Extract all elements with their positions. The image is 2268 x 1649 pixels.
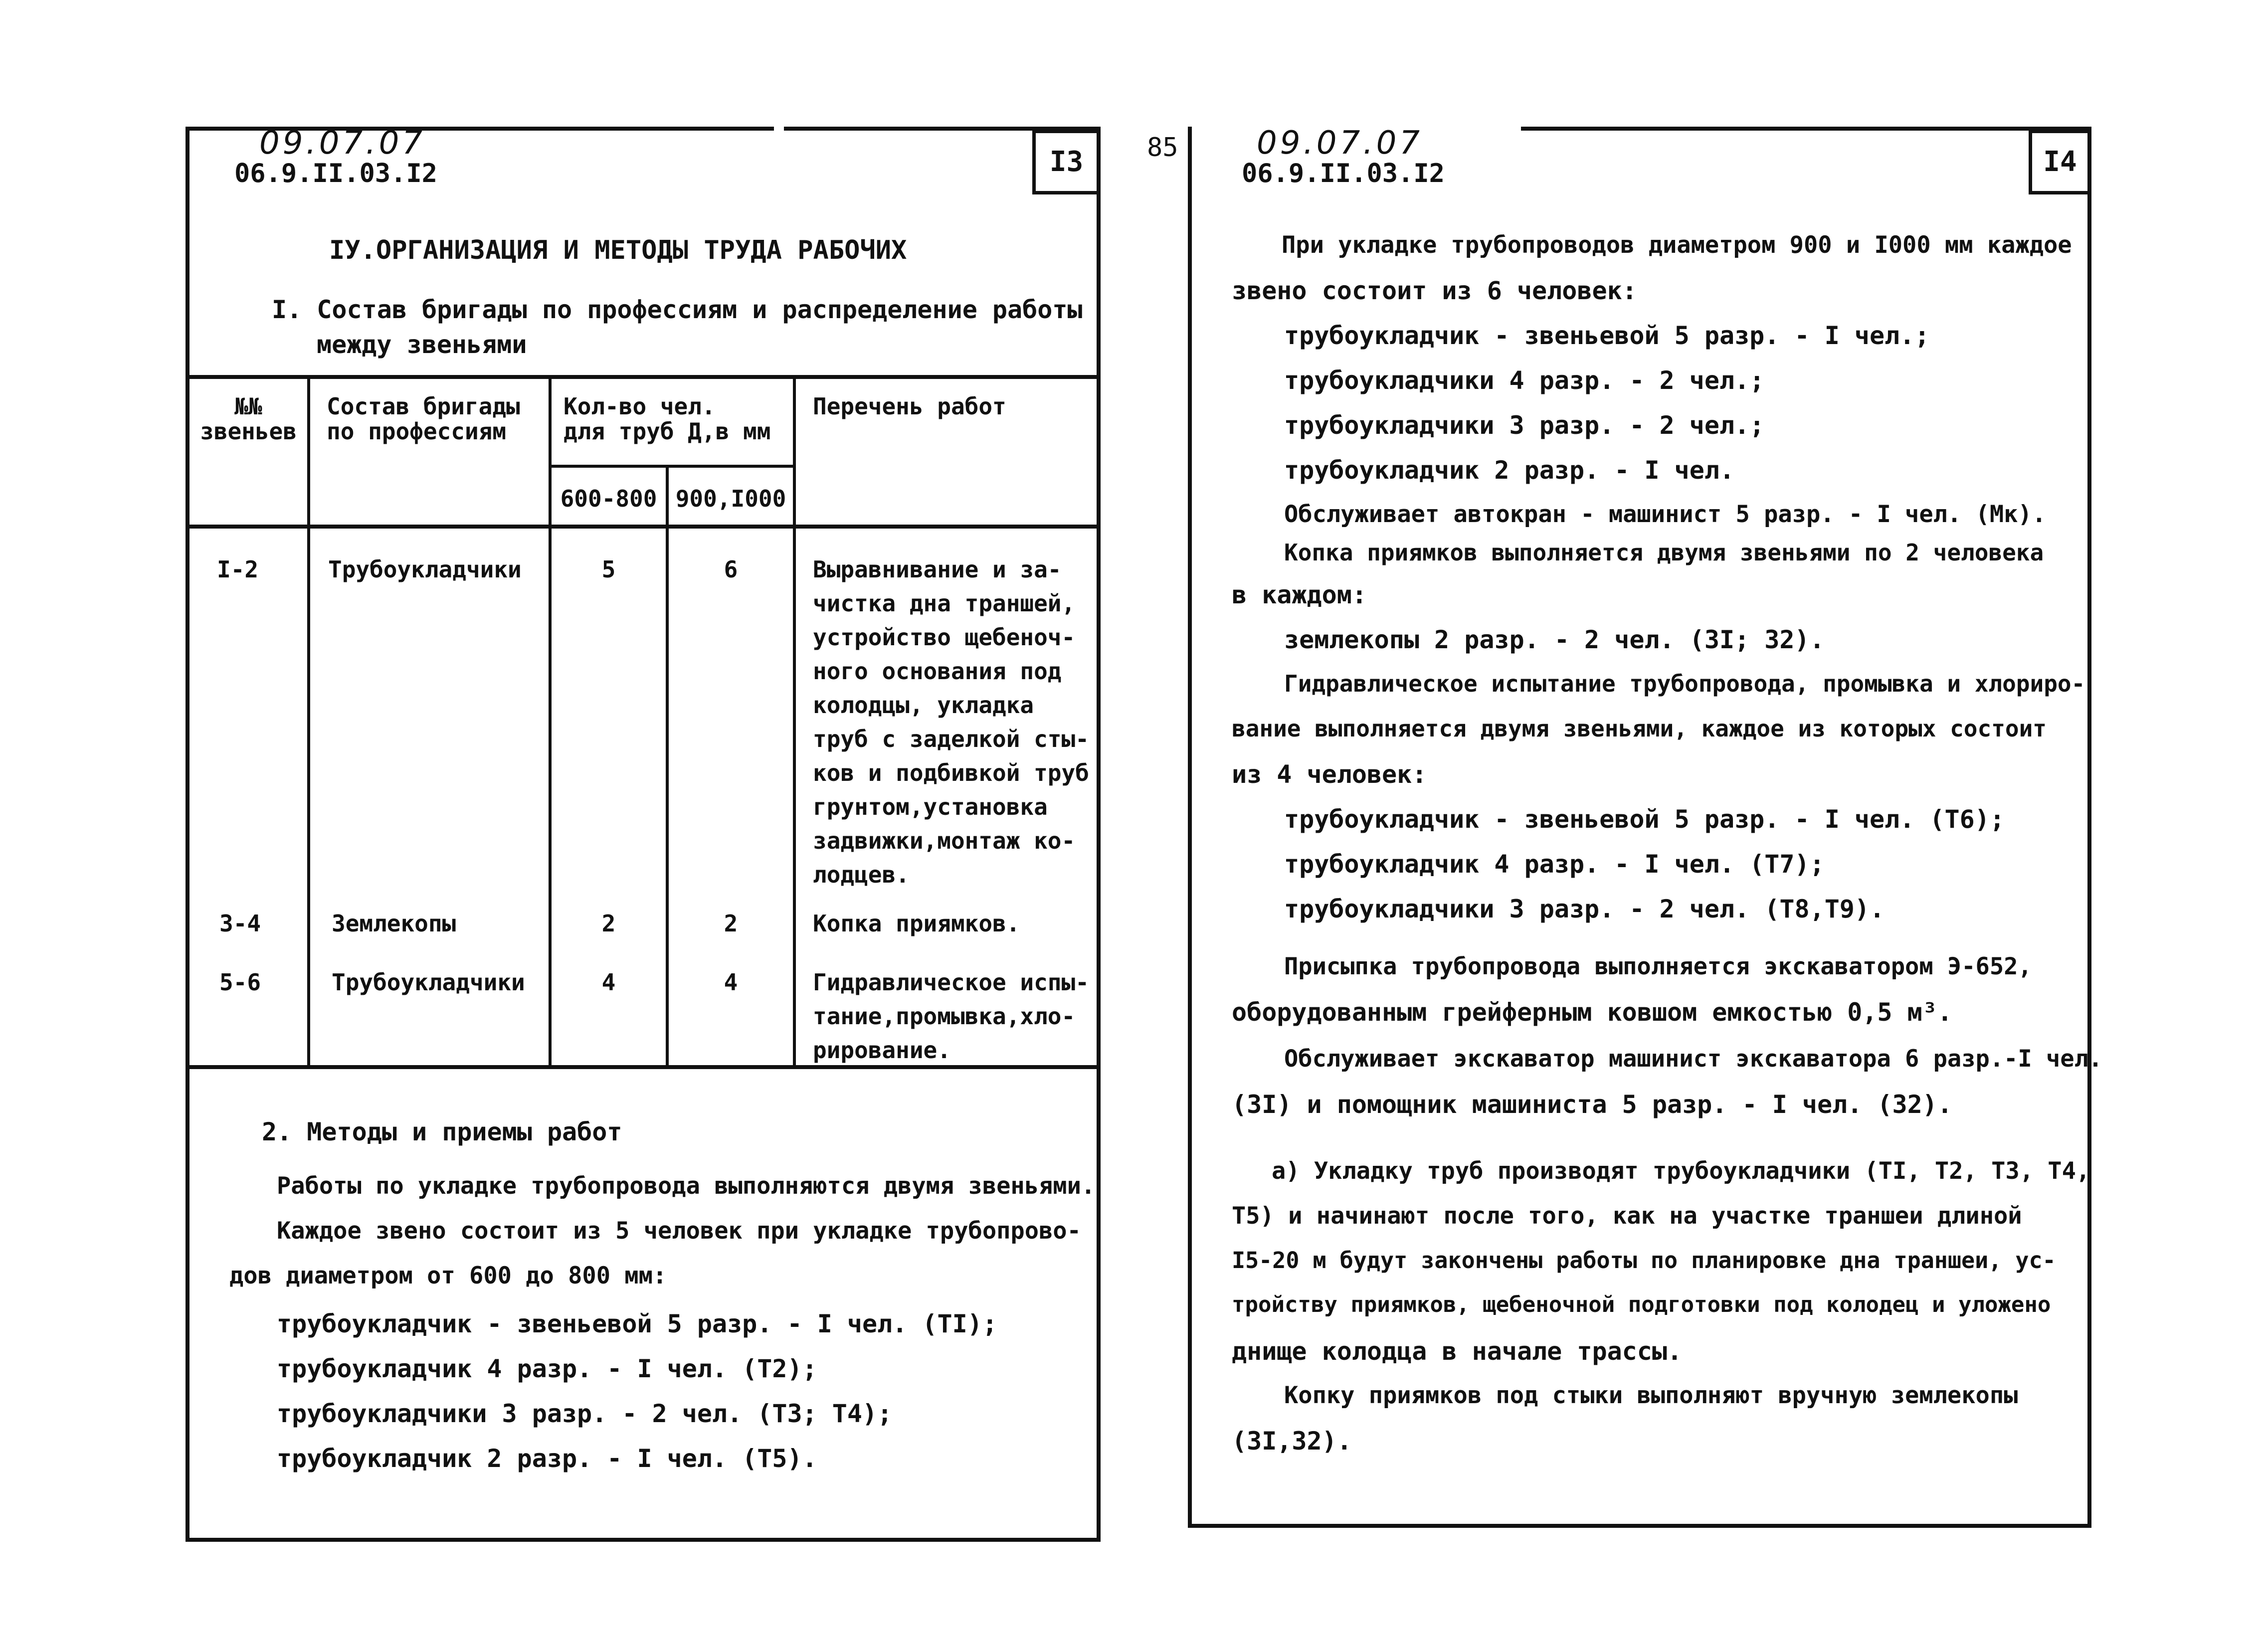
body-line: Обслуживает автокран - машинист 5 разр. - I чел. (Мк).	[1284, 501, 2047, 528]
row-qty-600-800: 2	[601, 910, 616, 937]
header-quantity: Кол-во чел.	[564, 393, 716, 420]
body-line: в каждом:	[1232, 580, 1367, 609]
body-line: Копка приямков выполняется двумя звеньями по 2 человека	[1284, 539, 2044, 566]
section2-line: дов диаметром от 600 до 800 мм:	[229, 1262, 667, 1289]
body-line: вание выполняется двумя звеньями, каждое из которых состоит	[1232, 715, 2047, 742]
row-works-line: ного основания под	[813, 658, 1062, 685]
left-handwritten-code: 09.07.07	[259, 125, 425, 162]
section2-line: Работы по укладке трубопровода выполняются двумя звеньями.	[277, 1172, 1096, 1200]
row-qty-900-1000: 2	[724, 910, 738, 937]
right-document-code: 06.9.II.03.I2	[1242, 159, 1445, 188]
body-line: трубоукладчики 3 разр. - 2 чел.;	[1284, 411, 1765, 440]
body-line: тройству приямков, щебеночной подготовки под колодец и уложено	[1232, 1292, 2051, 1317]
body-line: а) Укладку труб производят трубоукладчики (ТI, Т2, Т3, Т4,	[1272, 1157, 2090, 1185]
row-works-line: колодцы, укладка	[813, 692, 1034, 719]
row-works-line: Выравнивание и за-	[813, 556, 1062, 583]
page-number: 85	[1147, 133, 1178, 163]
body-line: Копку приямков под стыки выполняют вручную землекопы	[1284, 1382, 2018, 1409]
row-qty-600-800: 4	[601, 969, 616, 996]
row-no: I-2	[217, 556, 259, 583]
row-works-line: задвижки,монтаж ко-	[813, 827, 1076, 854]
header-composition: Состав бригады	[327, 393, 520, 420]
body-line: (ЗI,З2).	[1232, 1427, 1352, 1456]
body-line: из 4 человек:	[1232, 760, 1427, 789]
row-works-line: Копка приямков.	[813, 910, 1020, 937]
row-works-line: грунтом,установка	[813, 793, 1048, 820]
row-works-line: рирование.	[813, 1037, 951, 1064]
row-works-line: устройство щебеноч-	[813, 624, 1076, 651]
section2-line: трубоукладчик 4 разр. - I чел. (Т2);	[277, 1354, 817, 1383]
body-line: Обслуживает экскаватор машинист экскаватора 6 разр.-I чел.	[1284, 1045, 2103, 1073]
body-line: Т5) и начинают после того, как на участке траншеи длиной	[1232, 1202, 2022, 1230]
body-line: Гидравлическое испытание трубопровода, промывка и хлориро-	[1284, 670, 2085, 697]
body-line: I5-20 м будут закончены работы по планировке дна траншеи, ус-	[1232, 1247, 2056, 1274]
section-title: IУ.ОРГАНИЗАЦИЯ И МЕТОДЫ ТРУДА РАБОЧИХ	[329, 235, 907, 265]
subsection1-line1: I. Состав бригады по профессиям и распределение работы	[272, 295, 1083, 324]
row-composition: Трубоукладчики	[332, 969, 525, 996]
right-handwritten-code: 09.07.07	[1257, 125, 1423, 162]
header-works: Перечень работ	[813, 393, 1006, 420]
left-document-code: 06.9.II.03.I2	[234, 159, 437, 188]
body-line: трубоукладчики 3 разр. - 2 чел. (Т8,Т9).	[1284, 895, 1885, 923]
row-works-line: труб с заделкой сты-	[813, 726, 1089, 752]
body-line: оборудованным грейферным ковшом емкостью 0,5 м³.	[1232, 998, 1952, 1027]
row-composition: Землекопы	[332, 910, 456, 937]
row-works-line: чистка дна траншей,	[813, 590, 1076, 617]
right-page-box: I4	[2029, 130, 2091, 194]
header-no-2: звеньев	[200, 418, 297, 445]
body-line: трубоукладчик 4 разр. - I чел. (Т7);	[1284, 850, 1825, 879]
row-qty-900-1000: 6	[724, 556, 738, 583]
section2-line: трубоукладчик - звеньевой 5 разр. - I чел. (ТI);	[277, 1309, 997, 1338]
row-works-line: Гидравлическое испы-	[813, 969, 1089, 996]
section2-line: трубоукладчик 2 разр. - I чел. (Т5).	[277, 1444, 817, 1473]
header-quantity-2: для труб Д,в мм	[564, 418, 771, 445]
left-page-box: I3	[1032, 130, 1101, 194]
row-qty-900-1000: 4	[724, 969, 738, 996]
header-composition-2: по профессиям	[327, 418, 507, 445]
row-qty-600-800: 5	[601, 556, 616, 583]
row-works-line: тание,промывка,хло-	[813, 1003, 1076, 1030]
row-no: 5-6	[219, 969, 261, 996]
body-line: При укладке трубопроводов диаметром 900 и I000 мм каждое	[1282, 231, 2072, 259]
row-works-line: ков и подбивкой труб	[813, 759, 1089, 786]
header-diameter-600-800: 600-800	[560, 485, 657, 512]
body-line: Присыпка трубопровода выполняется экскаватором Э-652,	[1284, 953, 2032, 980]
body-line: звено состоит из 6 человек:	[1232, 276, 1637, 305]
body-line: трубоукладчик - звеньевой 5 разр. - I чел.;	[1284, 321, 1930, 350]
row-works-line: лодцев.	[813, 861, 910, 888]
header-diameter-900-1000: 900,I000	[675, 485, 786, 512]
body-line: трубоукладчики 4 разр. - 2 чел.;	[1284, 366, 1765, 395]
body-line: (ЗI) и помощник машиниста 5 разр. - I чел. (З2).	[1232, 1090, 1952, 1119]
body-line: трубоукладчик 2 разр. - I чел.	[1284, 456, 1735, 485]
row-composition: Трубоукладчики	[328, 556, 522, 583]
subsection1-line2: между звеньями	[317, 330, 527, 359]
row-no: 3-4	[219, 910, 261, 937]
body-line: днище колодца в начале трассы.	[1232, 1337, 1683, 1366]
section2-title: 2. Методы и приемы работ	[262, 1117, 622, 1146]
header-no: №№	[234, 393, 262, 420]
section2-line: Каждое звено состоит из 5 человек при укладке трубопрово-	[277, 1217, 1081, 1245]
body-line: трубоукладчик - звеньевой 5 разр. - I чел. (Т6);	[1284, 805, 2005, 834]
section2-line: трубоукладчики 3 разр. - 2 чел. (Т3; Т4);	[277, 1399, 893, 1428]
body-line: землекопы 2 разр. - 2 чел. (ЗI; З2).	[1284, 625, 1825, 654]
